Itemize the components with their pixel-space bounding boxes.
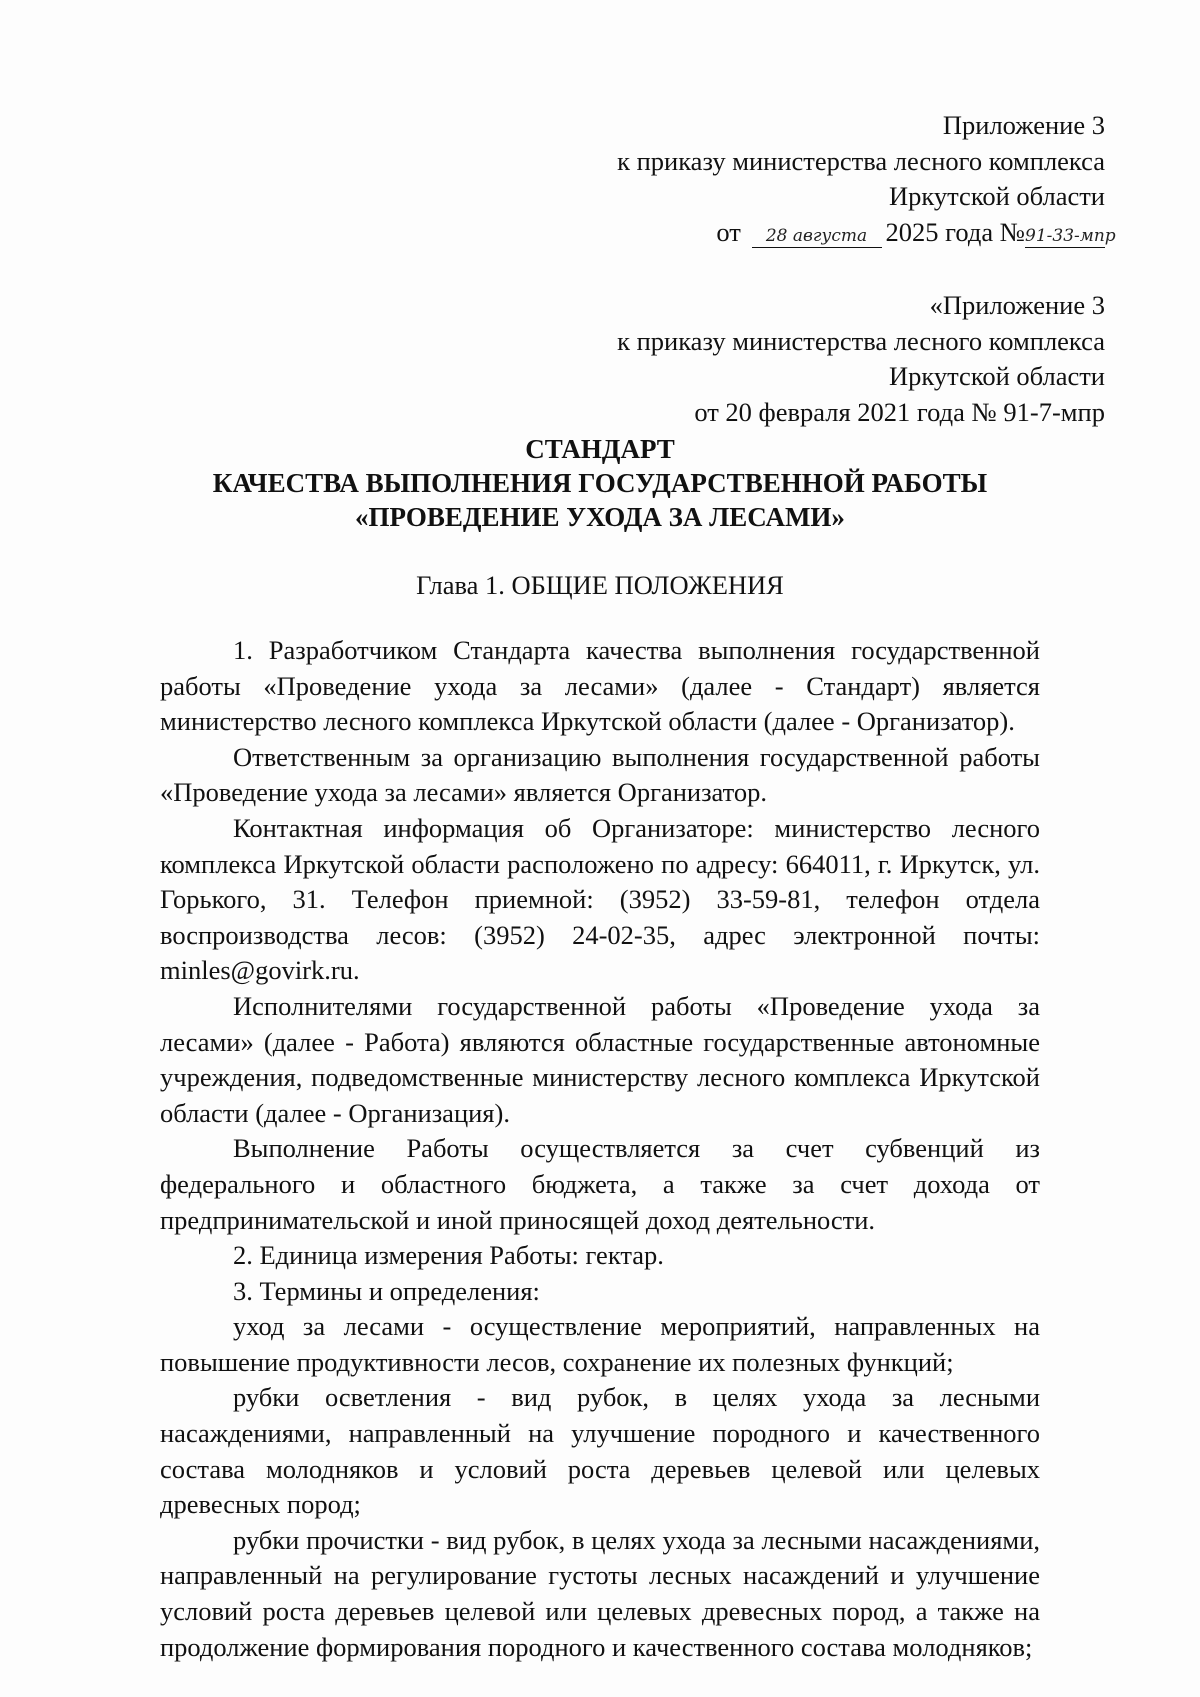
paragraph-executors: Исполнителями государственной работы «Проведение ухода за лесами» (далее - Работа) являются областные государственные автономные учреждения, подведомственные министерству лесного комплекса Иркутской области (далее - Организация).	[160, 990, 1040, 1128]
old-order-reference: к приказу министерства лесного комплекса	[617, 325, 1105, 356]
order-year-number-label: 2025 года №	[885, 216, 1025, 247]
appendix-number: Приложение 3	[942, 110, 1105, 140]
term-cleaning-cutting: рубки прочистки - вид рубок, в целях ухода за лесными насаждениями, направленный на регулирование густоты лесных насаждений и улучшение условий роста деревьев целевой или целевых древесных пород, а также на продолжение формирования породного и качественного состава молодняков;	[160, 1524, 1040, 1662]
appendix-header-new	[505, 108, 1116, 250]
title-line-2: КАЧЕСТВА ВЫПОЛНЕНИЯ ГОСУДАРСТВЕННОЙ РАБОТЫ	[212, 468, 988, 498]
paragraph-funding: Выполнение Работы осуществляется за счет субвенций из федерального и областного бюджета, а также за счет дохода от предпринимательской и иной приносящей доход деятельности.	[160, 1133, 1040, 1235]
paragraph-contacts: Контактная информация об Организаторе: министерство лесного комплекса Иркутской области расположено по адресу: 664011, г. Иркутск, ул. Горького, 31. Телефон приемной: (3952) 33-59-81, телефон отдела воспроизводства лесов: (3952) 24-02-35, адрес электронной почты: minles@govirk.ru.	[160, 812, 1040, 986]
handwritten-order-number: 91-33-мпр	[1025, 225, 1116, 246]
term-clarification-cutting: рубки осветления - вид рубок, в целях ухода за лесными насаждениями, направленный на улучшение породного и качественного состава молодняков и условий роста деревьев целевой или целевых древесных пород;	[160, 1382, 1040, 1520]
order-reference: к приказу министерства лесного комплекса	[617, 145, 1105, 176]
paragraph-unit: 2. Единица измерения Работы: гектар.	[233, 1240, 664, 1271]
paragraph-terms: 3. Термины и определения:	[233, 1275, 540, 1306]
paragraph-responsible: Ответственным за организацию выполнения государственной работы «Проведение ухода за лесами» является Организатор.	[160, 741, 1040, 808]
title-line-1: СТАНДАРТ	[525, 434, 675, 464]
document-body	[160, 633, 1040, 1665]
term-forest-care: уход за лесами - осуществление мероприятий, направленных на повышение продуктивности лесов, сохранение их полезных функций;	[160, 1311, 1040, 1377]
appendix-header-old	[505, 288, 1105, 430]
old-appendix-number: «Приложение 3	[929, 290, 1105, 320]
document-title	[150, 432, 1050, 534]
old-region-name: Иркутской области	[889, 361, 1105, 392]
handwritten-date: 28 августа	[752, 225, 882, 248]
old-order-date: от 20 февраля 2021 года № 91-7-мпр	[694, 396, 1105, 427]
date-prefix: от	[716, 216, 741, 247]
title-line-3: «ПРОВЕДЕНИЕ УХОДА ЗА ЛЕСАМИ»	[355, 502, 845, 532]
chapter-heading: Глава 1. ОБЩИЕ ПОЛОЖЕНИЯ	[416, 570, 784, 600]
order-date-line	[505, 215, 1116, 251]
region-name: Иркутской области	[889, 181, 1105, 212]
paragraph-developer: 1. Разработчиком Стандарта качества выполнения государственной работы «Проведение ухода за лесами» (далее - Стандарт) является министерство лесного комплекса Иркутской области (далее - Организатор).	[160, 635, 1040, 737]
